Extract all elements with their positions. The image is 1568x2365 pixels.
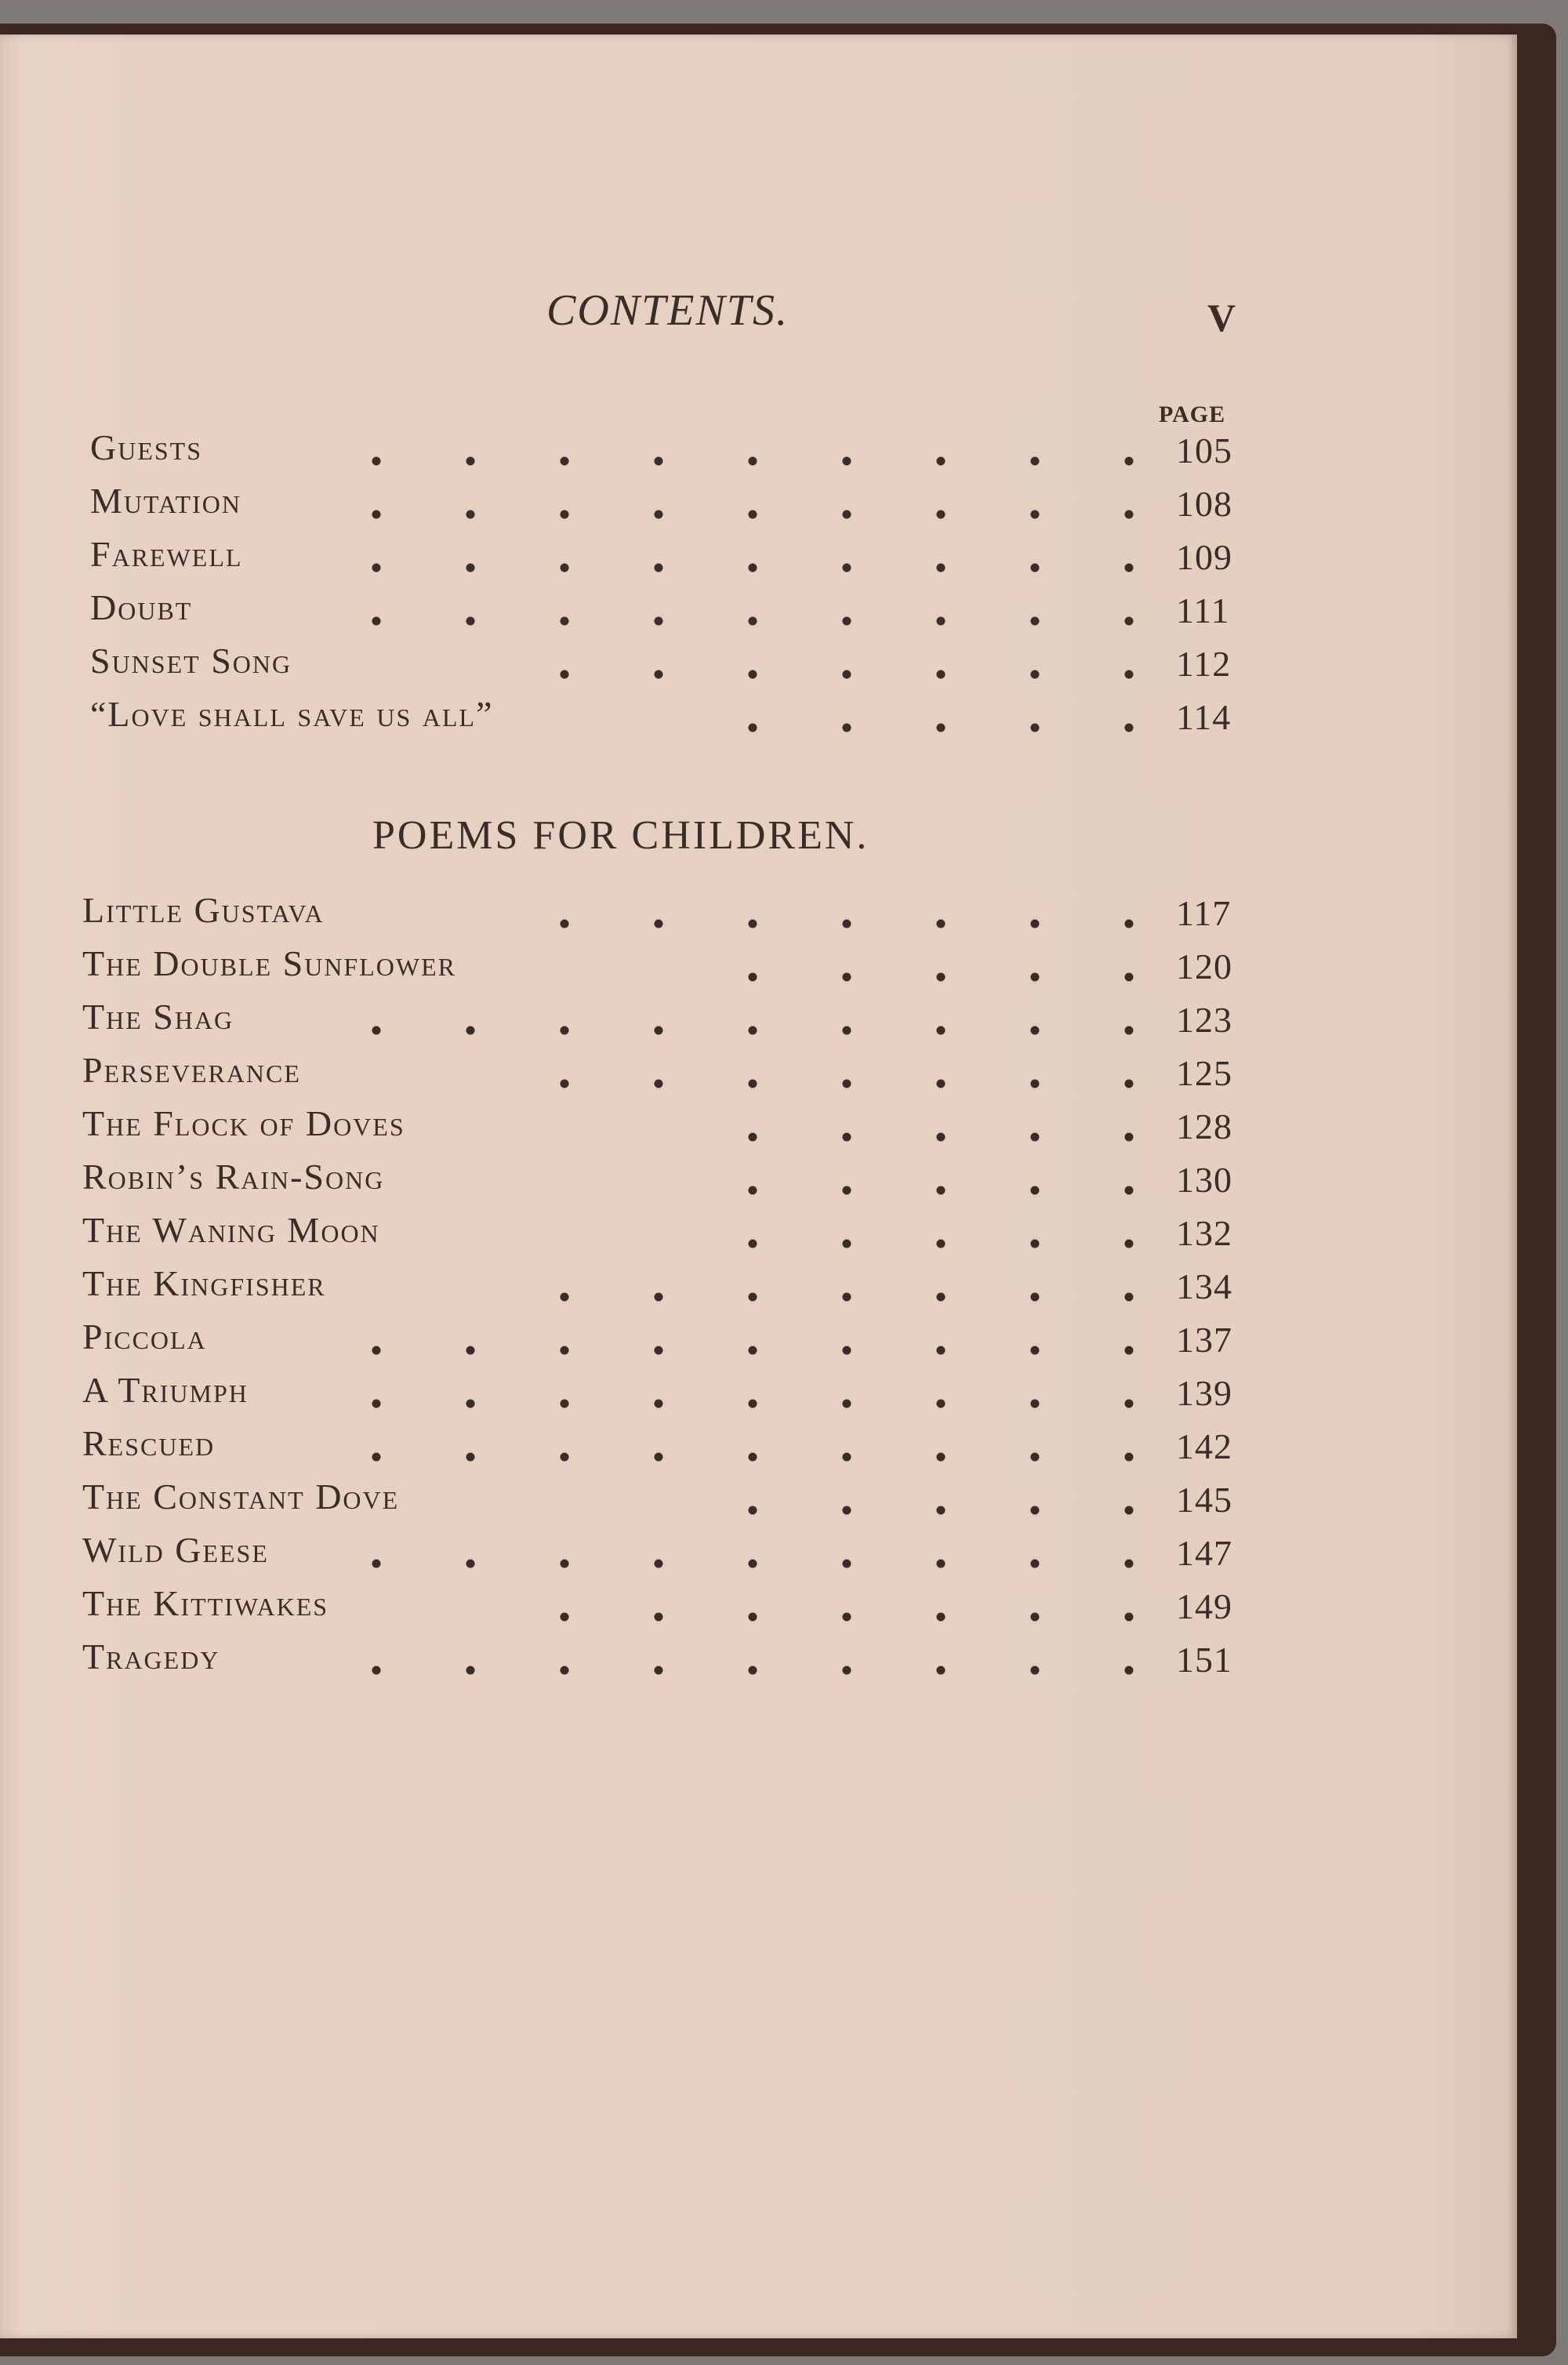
toc-entry-title: Wild Geese <box>82 1530 269 1570</box>
dot-leader <box>706 1186 1176 1195</box>
toc-entry-title: Doubt <box>90 587 193 627</box>
toc-entry-page: 139 <box>1176 1373 1232 1413</box>
toc-entry-page: 123 <box>1176 1000 1232 1040</box>
toc-entry-title: Little Gustava <box>82 890 325 930</box>
toc-entry-title: Guests <box>90 427 203 467</box>
dot-leader <box>329 1452 1176 1462</box>
toc-entry-page: 134 <box>1176 1266 1232 1306</box>
toc-entry <box>0 1369 1517 1422</box>
section-heading: POEMS FOR CHILDREN. <box>372 813 869 858</box>
toc-entry-title: Tragedy <box>82 1637 220 1677</box>
toc-entry <box>0 693 1517 747</box>
toc-entry-title: Rescued <box>82 1423 216 1463</box>
dot-leader <box>329 1399 1176 1408</box>
toc-section-1 <box>0 427 1517 747</box>
toc-entry <box>0 587 1517 640</box>
toc-entry-page: 114 <box>1176 697 1232 737</box>
dot-leader <box>329 1559 1176 1568</box>
page-column-label: PAGE <box>1159 401 1226 427</box>
toc-entry-page: 132 <box>1176 1213 1232 1253</box>
toc-entry <box>0 1476 1517 1529</box>
toc-entry <box>0 1636 1517 1689</box>
toc-entry-title: The Constant Dove <box>82 1477 400 1517</box>
toc-entry <box>0 1103 1517 1156</box>
toc-entry-page: 120 <box>1176 946 1232 986</box>
dot-leader <box>502 1079 1176 1088</box>
dot-leader <box>329 1346 1176 1355</box>
toc-entry-page: 108 <box>1176 484 1232 524</box>
toc-entry-page: 109 <box>1176 537 1232 577</box>
toc-entry <box>0 1156 1517 1209</box>
toc-entry <box>0 1582 1517 1636</box>
toc-entry-page: 117 <box>1176 893 1232 933</box>
dot-leader <box>706 1132 1176 1142</box>
toc-entry-page: 111 <box>1176 590 1230 630</box>
toc-entry <box>0 1209 1517 1262</box>
page-header <box>0 285 1517 348</box>
dot-leader <box>502 670 1176 679</box>
toc-entry-page: 137 <box>1176 1320 1232 1360</box>
dot-leader <box>329 510 1176 519</box>
page-number-roman: V <box>1207 296 1236 340</box>
toc-entry <box>0 1529 1517 1582</box>
dot-leader <box>329 1026 1176 1035</box>
toc-entry-title: Mutation <box>90 481 241 521</box>
toc-entry-title: “Love shall save us all” <box>90 694 494 734</box>
toc-entry-title: The Flock of Doves <box>82 1103 405 1143</box>
toc-entry-title: The Shag <box>82 997 234 1037</box>
toc-entry <box>0 1049 1517 1103</box>
toc-entry-title: Perseverance <box>82 1050 301 1090</box>
toc-entry <box>0 427 1517 480</box>
toc-entry <box>0 996 1517 1049</box>
page-title: CONTENTS. <box>546 286 789 335</box>
toc-entry-page: 145 <box>1176 1480 1232 1520</box>
toc-entry-page: 128 <box>1176 1106 1232 1146</box>
dot-leader <box>502 1612 1176 1622</box>
dot-leader <box>706 972 1176 982</box>
toc-entry <box>0 533 1517 587</box>
toc-entry-page: 147 <box>1176 1533 1232 1573</box>
toc-entry <box>0 943 1517 996</box>
toc-entry <box>0 1316 1517 1369</box>
toc-entry-page: 142 <box>1176 1426 1232 1466</box>
dot-leader <box>706 1239 1176 1248</box>
toc-entry-page: 149 <box>1176 1586 1232 1626</box>
toc-entry-title: The Waning Moon <box>82 1210 380 1250</box>
toc-entry-page: 130 <box>1176 1160 1232 1200</box>
toc-entry-title: Farewell <box>90 534 243 574</box>
toc-entry-page: 112 <box>1176 644 1232 684</box>
toc-section-2 <box>0 889 1517 1689</box>
toc-entry <box>0 1422 1517 1476</box>
toc-entry <box>0 1262 1517 1316</box>
toc-entry-title: Piccola <box>82 1317 207 1357</box>
toc-entry-page: 125 <box>1176 1053 1232 1093</box>
toc-entry-page: 105 <box>1176 430 1232 470</box>
dot-leader <box>329 563 1176 572</box>
dot-leader <box>329 456 1176 466</box>
toc-entry-page: 151 <box>1176 1640 1232 1680</box>
book-page <box>0 35 1517 2338</box>
toc-entry <box>0 889 1517 943</box>
dot-leader <box>329 616 1176 626</box>
toc-entry-title: Sunset Song <box>90 641 292 681</box>
toc-entry-title: The Double Sunflower <box>82 943 456 983</box>
dot-leader <box>502 1292 1176 1302</box>
toc-entry-title: A Triumph <box>82 1370 249 1410</box>
dot-leader <box>502 919 1176 928</box>
toc-entry-title: The Kittiwakes <box>82 1583 329 1623</box>
dot-leader <box>329 1666 1176 1675</box>
toc-entry-title: Robin’s Rain-Song <box>82 1157 385 1197</box>
dot-leader <box>706 1506 1176 1515</box>
toc-entry-title: The Kingfisher <box>82 1263 326 1303</box>
dot-leader <box>706 723 1176 732</box>
toc-entry <box>0 480 1517 533</box>
toc-entry <box>0 640 1517 693</box>
